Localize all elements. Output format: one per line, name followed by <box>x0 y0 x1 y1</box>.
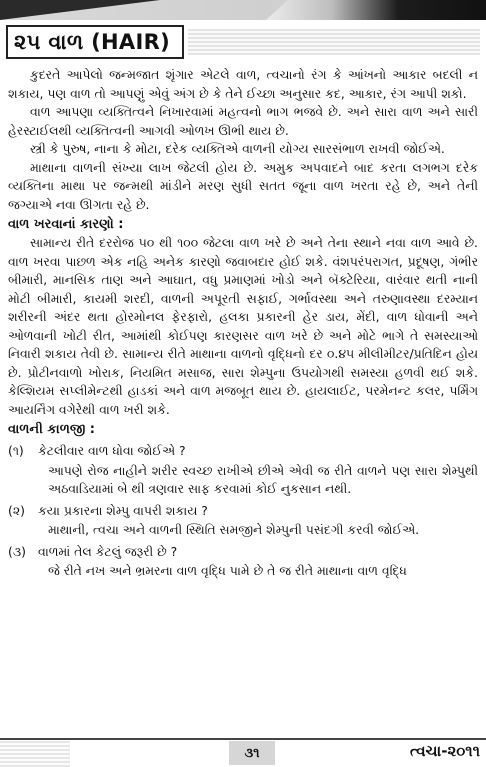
chapter-title: ૨૫ વાળ (HAIR) <box>6 25 184 59</box>
magazine-title: ત્વચા-૨૦૧૧ <box>409 742 480 760</box>
top-left-corner-decor <box>0 0 160 20</box>
care-question-3 <box>8 543 478 562</box>
causes-heading: વાળ ખરવાનાં કારણો : <box>8 217 124 232</box>
footer-rule <box>0 738 486 740</box>
question-text: કયા પ્રકારના શેમ્પુ વાપરી શકાય ? <box>38 502 208 518</box>
care-answer-2: માથાની, ત્વચા અને વાળની સ્થિતિ સમજીને શેમ્પુની પસંદગી કરવી જોઈએ. <box>48 522 420 537</box>
causes-paragraph: સામાન્ય રીતે દરરોજ ૫૦ થી ૧૦૦ જેટલા વાળ ખરે છે અને તેના સ્થાને નવા વાળ આવે છે. વાળ ખરવા પાછળ એક નહિ અનેક કારણો જવાબદાર હોઈ શકે. વંશપરંપરાગત, પ્રદૂષણ, ગંભીર બીમારી, માનસિક તાણ અને આઘાત, વધુ પ્રમાણમાં ખોડો અને બૅક્ટેરિયા, વારંવાર થતી નાની મોટી બીમારી, કાયમી શરદી, વાળની અપૂરતી સફાઈ, ગર્ભાવસ્થા અને તરુણાવસ્થા દરમ્યાન શરીરની અંદર થતા હોરમોનલ ફેરફારો, હલકા પ્રકારની હેર ડાય, મેંદી, વાળ ધોવાની અને ઓળવાની ખોટી રીત, આમાંથી કોઈપણ કારણસર વાળ ખરે છે અને મોટે ભાગે તે સમસ્યાઓ નિવારી શકાય તેવી છે. સામાન્ય રીતે માથાના વાળનો વૃદ્ધિનો દર ૦.૪૫ મીલીમીટર/પ્રતિદિન હોય છે. પ્રોટીનવાળો ખોરાક, નિયમિત મસાજ, સારા શેમ્પુના ઉપયોગથી સમસ્યા હળવી થઈ શકે. કેલ્શિયમ સપ્લીમેન્ટથી હાડકાં અને વાળ મજબૂત થાય છે. હાયલાઈટ, પરમેનન્ટ કલર, પર્મિંગ આયર્નિંગ વગેરેથી વાળ ખરી શકે. <box>8 235 478 417</box>
intro-paragraph-3: સ્ત્રી કે પુરુષ, નાના કે મોટા, દરેક વ્યક્તિએ વાળની યોગ્ય સારસંભાળ રાખવી જોઈએ. <box>30 141 445 156</box>
question-number: (૩) <box>8 543 26 559</box>
question-text: કેટલીવાર વાળ ધોવા જોઈએ ? <box>38 443 186 458</box>
care-answer-3: જે રીતે નખ અને ભ્રમરના વાળ વૃદ્ધિ પામે છે તે જ રીતે માથાના વાળ વૃદ્ધિ <box>48 563 407 578</box>
top-right-corner-decor <box>266 0 486 20</box>
care-heading: વાળની કાળજી : <box>8 422 95 437</box>
question-number: (૨) <box>8 502 25 518</box>
question-number: (૧) <box>8 443 24 458</box>
question-text: વાળમાં તેલ કેટલું જરૂરી છે ? <box>38 543 178 559</box>
intro-paragraph-4: માથાના વાળની સંખ્યા લાખ જેટલી હોય છે. અમુક અપવાદને બાદ કરતા લગભગ દરેક વ્યક્તિના માથા પર જન્મથી માંડીને મરણ સુધી સતત જૂના વાળ ખરતા રહે છે, અને તેની જગ્યાએ નવા ઊગતા રહે છે. <box>8 159 478 212</box>
footer-decor <box>0 741 70 767</box>
intro-paragraph-1: કુદરતે આપેલો જન્મજાત શૃંગાર એટલે વાળ, ત્વચાનો રંગ કે આંખનો આકાર બદલી ન શકાય, પણ વાળ તો આપણું એવું અંગ છે કે તેને ઈચ્છા અનુસાર કદ, આકાર, રંગ આપી શકો. <box>8 67 478 101</box>
care-answer-1: આપણે રોજ નાહીને શરીર સ્વચ્છ રાખીએ છીએ એવી જ રીતે વાળને પણ સારા શેમ્પુથી અઠવાડિયામાં બે થી ત્રણવાર સાફ કરવામાં કોઈ નુકસાન નથી. <box>48 462 478 496</box>
care-question-2 <box>8 502 478 521</box>
article-body <box>8 66 478 581</box>
page-number: ૩૧ <box>229 741 275 765</box>
intro-paragraph-2: વાળ આપણા વ્યક્તિત્વને નિખારવામાં મહત્વનો ભાગ ભજવે છે. અને સારા વાળ અને સારી હેરસ્ટાઈલથી વ્યક્તિત્વની આગવી ઓળખ ઊભી થાય છે. <box>8 104 478 138</box>
chapter-title-bar <box>6 25 480 61</box>
title-rule-decor <box>188 29 480 55</box>
care-question-1 <box>8 442 478 461</box>
